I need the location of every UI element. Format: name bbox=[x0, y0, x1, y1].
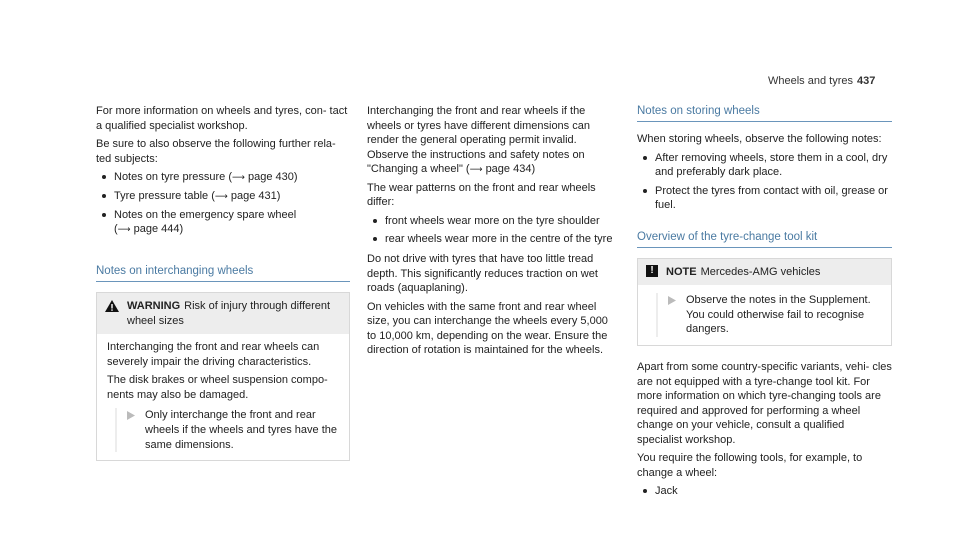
page-reference-link[interactable]: page 444 bbox=[133, 223, 180, 236]
note-header bbox=[638, 259, 891, 286]
arrow-right-icon: ⟶ bbox=[214, 191, 228, 202]
page-reference-link[interactable]: page 434 bbox=[485, 163, 532, 176]
list-item: Protect the tyres from contact with oil, grease or fuel. bbox=[637, 184, 892, 213]
page-number: 437 bbox=[856, 75, 876, 87]
warning-body bbox=[97, 334, 349, 460]
play-arrow-icon bbox=[127, 410, 135, 425]
note-box bbox=[637, 258, 892, 346]
list-item: After removing wheels, store them in a cool, dry and preferably dark place. bbox=[637, 151, 892, 180]
warning-keyword: WARNING bbox=[127, 300, 181, 313]
column-1 bbox=[96, 104, 350, 467]
warning-text: Interchanging the front and rear wheels can severely impair the driving characteristics. bbox=[107, 341, 320, 368]
tools-list bbox=[637, 484, 892, 499]
section-title-interchanging: Notes on interchanging wheels bbox=[96, 264, 350, 282]
warning-action-text: Only interchange the front and rear wheels if the wheels and tyres have the same dimensions. bbox=[145, 409, 338, 451]
list-item: Tyre pressure table (⟶ page 431) bbox=[96, 189, 350, 204]
list-item: rear wheels wear more in the centre of the tyre bbox=[367, 232, 615, 247]
list-item: front wheels wear more on the tyre shoulder bbox=[367, 214, 615, 229]
related-subjects-paragraph: Be sure to also observe the following further rela- ted subjects: bbox=[96, 138, 336, 165]
tread-paragraph: Do not drive with tyres that have too little tread depth. This significantly reduces traction on wet roads (aquaplaning). bbox=[367, 253, 598, 295]
page-reference-link[interactable]: page 430 bbox=[247, 171, 294, 184]
storing-intro: When storing wheels, observe the following notes: bbox=[637, 133, 882, 146]
tool-kit-paragraph: Apart from some country-specific variants, vehi- cles are not equipped with a tyre-change tool kit. For more information on which tyre-changing tools are required and approved for performing a wheel change on your vehicle, consult a qualified specialist workshop. bbox=[637, 360, 892, 446]
arrow-right-icon: ⟶ bbox=[117, 225, 131, 236]
list-item: Jack bbox=[637, 484, 892, 499]
storing-list bbox=[637, 151, 892, 213]
related-topics-list bbox=[96, 170, 350, 237]
column-3 bbox=[637, 104, 892, 504]
list-item: Notes on tyre pressure (⟶ page 430) bbox=[96, 170, 350, 185]
page-reference-link[interactable]: page 431 bbox=[230, 189, 277, 202]
section-title-tool-kit: Overview of the tyre-change tool kit bbox=[637, 230, 892, 248]
note-body bbox=[638, 285, 891, 345]
note-action bbox=[656, 293, 881, 337]
note-keyword: NOTE bbox=[666, 265, 697, 278]
warning-title: Risk of injury through different wheel sizes bbox=[127, 300, 331, 327]
tools-intro: You require the following tools, for example, to change a wheel: bbox=[637, 452, 863, 479]
running-header bbox=[768, 74, 880, 89]
note-action-text: Observe the notes in the Supplement. You could otherwise fail to recognise dangers. bbox=[686, 294, 871, 336]
warning-text: The disk brakes or wheel suspension compo- nents may also be damaged. bbox=[107, 374, 328, 401]
warning-action bbox=[115, 408, 339, 452]
column-2 bbox=[367, 104, 615, 362]
wear-paragraph: The wear patterns on the front and rear wheels differ: bbox=[367, 181, 596, 209]
section-title-storing: Notes on storing wheels bbox=[637, 104, 892, 122]
warning-triangle-icon bbox=[105, 300, 119, 317]
play-arrow-icon bbox=[668, 295, 676, 310]
warning-header bbox=[97, 293, 349, 334]
header-title: Wheels and tyres bbox=[768, 75, 853, 87]
exclamation-icon: ! bbox=[646, 265, 658, 277]
interchange-paragraph: Interchanging the front and rear wheels if the wheels or tyres have different dimensions can render the general operating permit invalid. Observe the instructions and safety notes on "Changing a wheel" (⟶ page 434) bbox=[367, 105, 590, 176]
intro-paragraph: For more information on wheels and tyres, con- tact a qualified specialist workshop. bbox=[96, 105, 348, 132]
rotation-paragraph: On vehicles with the same front and rear wheel size, you can interchange the wheels every 5,000 to 10,000 km, depending on the wear. Ensure the direction of rotation is maintained for the wheels. bbox=[367, 300, 608, 357]
note-title: Mercedes-AMG vehicles bbox=[700, 265, 821, 278]
arrow-right-icon: ⟶ bbox=[232, 173, 245, 184]
wear-list bbox=[367, 214, 615, 247]
warning-box bbox=[96, 292, 350, 461]
arrow-right-icon: ⟶ bbox=[469, 165, 483, 176]
list-item: Notes on the emergency spare wheel (⟶ page 444) bbox=[96, 208, 350, 237]
